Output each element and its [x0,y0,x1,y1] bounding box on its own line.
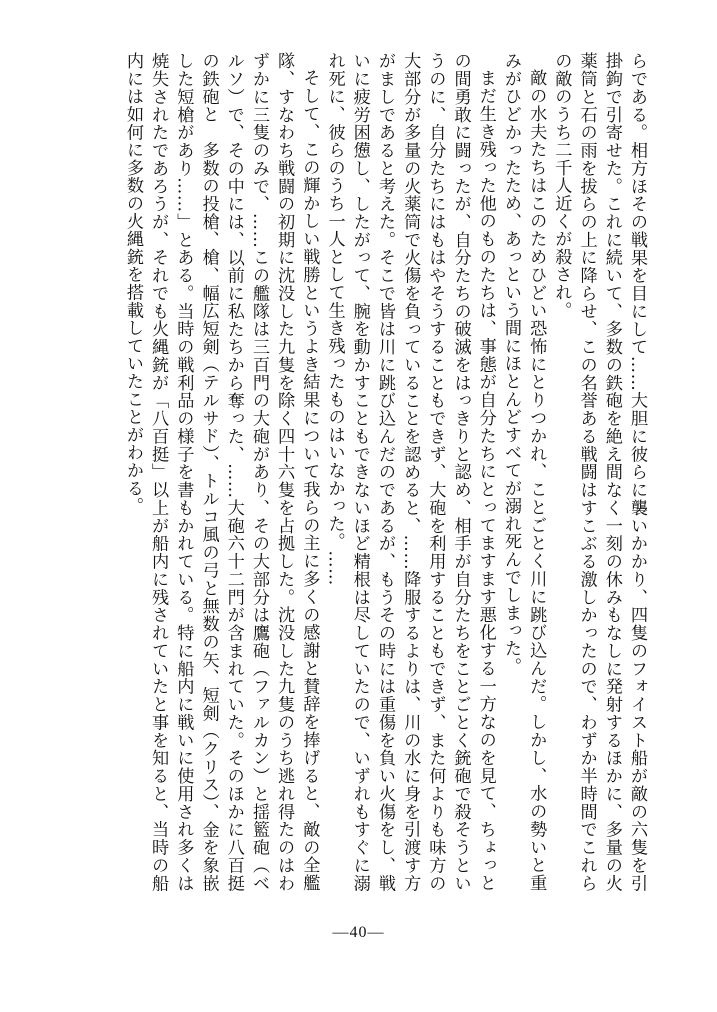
paragraph: そして、この輝かしい戦勝というよき結果について我らの主に多くの感謝と賛辞を捧げると、敵の全艦隊、すなわち戦闘の初期に沈没した九隻を除く四十六隻を占拠した。沈没した九隻のうち逃れ得たのはわずかに三隻のみで、……この艦隊は三百門の大砲があり、その大部分は鷹砲（ファルカン）と揺籃砲（ベルソ）で、その中には、以前に私たちから奪った、……大砲六十二門が含まれていた。そのほかに八百挺の鉄砲と 多数の投槍、槍、幅広短剣（テルサド）、トルコ風の弓と無数の矢、短剣（クリス）、金を象嵌した短槍があり……」とある。当時の戦利品の様子を書もかれている。特に船内に戦いに使用され多くは焼失されたであろうが、それでも火縄銃が「八百挺」以上が船内に残されていたと事を知ると、当時の船内には如何に多数の火縄銃を搭載していたことがわかる。 [122,52,320,892]
body-text [59,52,649,892]
paragraph: らである。相方ほその戦果を目にして……大胆に彼らに襲いかかり、四隻のフォイスト船が敵の六隻を引掛鉤で引寄せた。これに続いて、多数の鉄砲を絶え間なく一刻の休みもなしに発射するほかに、多量の火薬筒と石の雨を拔らの上に降らせ、この名誉ある戦闘はすこぶる激しかったので、わずか半時間でこれらの敵のうち二千人近くが殺され。 [551,52,647,892]
paragraph: まだ生き残った他のものたちは、事態が自分たちにとってますます悪化する一方なのを見て、ちょっとの間勇敢に闘ったが、自分たちの破滅をはっきりと認め、相手が自分たちをことごとく銃砲で殺そうというのに、自分たちにはもはやそうすることもできず、大砲を利用することもできず、また何よりも味方の大部分が多量の火薬筒で火傷を負っていることを認めると、……降服するよりは、川の水に身を引渡す方がましであると考えた。そこで皆は川に跳び込んだのであるが、もうその時には重傷を負い火傷をし、戦いに疲労困憊し、したがって、腕を動かすこともできないほど精根は尽していたので、いずれもすぐに溺れ死に、彼らのうち一人として生き残ったものはいなかった。…… [324,52,496,892]
paragraph: 敵の水夫たちはこのためひどい恐怖にとりつかれ、ことごとく川に跳び込んだ。しかし、水の勢いと重みがひどかったため、あっという間にほとんどすべてが溺れ死んでしまった。 [500,52,547,892]
page-number: —40— [332,924,385,941]
